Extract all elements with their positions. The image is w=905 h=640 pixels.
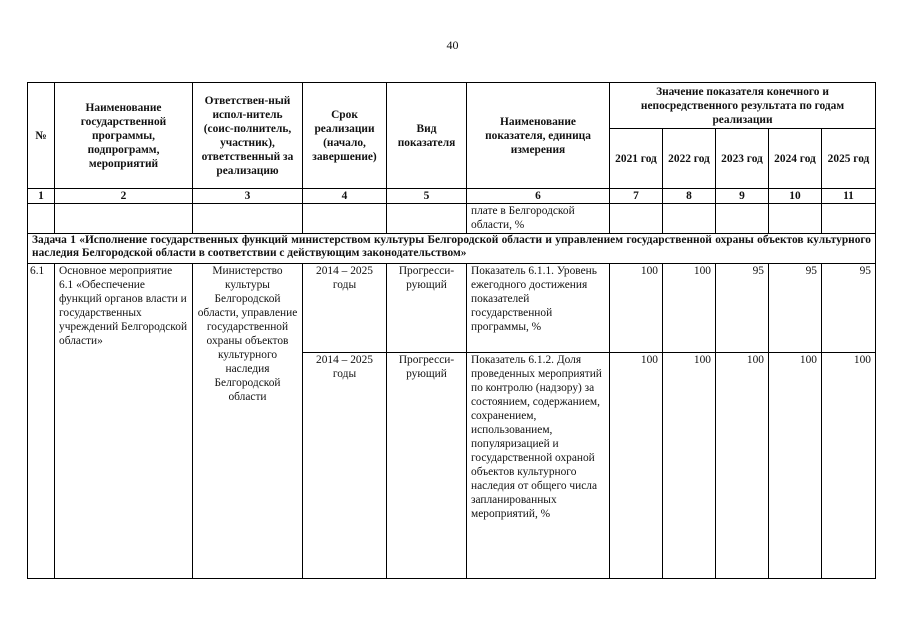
- header-program: Наименование государственной программы, подпрограмм, мероприятий: [55, 83, 193, 189]
- header-year: 2022 год: [663, 129, 716, 189]
- header-period: Срок реализации (начало, завершение): [303, 83, 387, 189]
- header-responsible: Ответствен-ный испол-нитель (соис-полнитель, участник), ответственный за реализацию: [193, 83, 303, 189]
- indicator-period: 2014 – 2025 годы: [303, 264, 387, 353]
- header-year: 2021 год: [610, 129, 663, 189]
- header-indicator-type: Вид показателя: [387, 83, 467, 189]
- column-number-row: [28, 189, 876, 204]
- column-number: 9: [716, 189, 769, 204]
- column-number: 2: [55, 189, 193, 204]
- task-row: [28, 234, 876, 264]
- header-year: 2024 год: [769, 129, 822, 189]
- continuation-row: [28, 204, 876, 234]
- indicator-period: 2014 – 2025 годы: [303, 353, 387, 579]
- indicator-value: 95: [822, 264, 876, 353]
- column-number: 1: [28, 189, 55, 204]
- indicator-row: [28, 264, 876, 353]
- item-number: 6.1: [28, 264, 55, 579]
- column-number: 7: [610, 189, 663, 204]
- indicator-value: 100: [663, 353, 716, 579]
- indicator-name: Показатель 6.1.2. Доля проведенных мероприятий по контролю (надзору) за состоянием, содержанием, сохранением, использованием, популяризацией и государственной охраной объектов культурного наследия от общего числа запланированных мероприятий, %: [467, 353, 610, 579]
- column-number: 4: [303, 189, 387, 204]
- indicator-name: Показатель 6.1.1. Уровень ежегодного достижения показателей государственной программы, %: [467, 264, 610, 353]
- indicator-value: 100: [610, 353, 663, 579]
- column-number: 6: [467, 189, 610, 204]
- item-responsible: Министерство культуры Белгородской области, управление государственной охраны объектов культурного наследия Белгородской области: [193, 264, 303, 579]
- header-year: 2025 год: [822, 129, 876, 189]
- column-number: 10: [769, 189, 822, 204]
- indicator-value: 95: [769, 264, 822, 353]
- column-number: 3: [193, 189, 303, 204]
- header-indicator-name: Наименование показателя, единица измерения: [467, 83, 610, 189]
- indicator-continuation: плате в Белгородской области, %: [467, 204, 610, 234]
- page-number: 40: [446, 38, 459, 52]
- indicator-value: 100: [716, 353, 769, 579]
- indicator-value: 100: [769, 353, 822, 579]
- indicator-value: 100: [822, 353, 876, 579]
- header-values-group: Значение показателя конечного и непосредственного результата по годам реализации: [610, 83, 876, 129]
- indicator-type: Прогресси-рующий: [387, 353, 467, 579]
- indicator-type: Прогресси-рующий: [387, 264, 467, 353]
- header-year: 2023 год: [716, 129, 769, 189]
- header-num: №: [28, 83, 55, 189]
- header-row-top: [28, 83, 876, 129]
- column-number: 8: [663, 189, 716, 204]
- column-number: 5: [387, 189, 467, 204]
- column-number: 11: [822, 189, 876, 204]
- task-title: Задача 1 «Исполнение государственных функций министерством культуры Белгородской области и управлением государственной охраны объектов культурного наследия Белгородской области в соответствии с действующим законодательством»: [28, 234, 876, 264]
- indicator-value: 100: [610, 264, 663, 353]
- indicator-value: 95: [716, 264, 769, 353]
- item-program: Основное мероприятие 6.1 «Обеспечение функций органов власти и государственных учреждений Белгородской области»: [55, 264, 193, 579]
- indicator-value: 100: [663, 264, 716, 353]
- indicator-table: [27, 82, 876, 579]
